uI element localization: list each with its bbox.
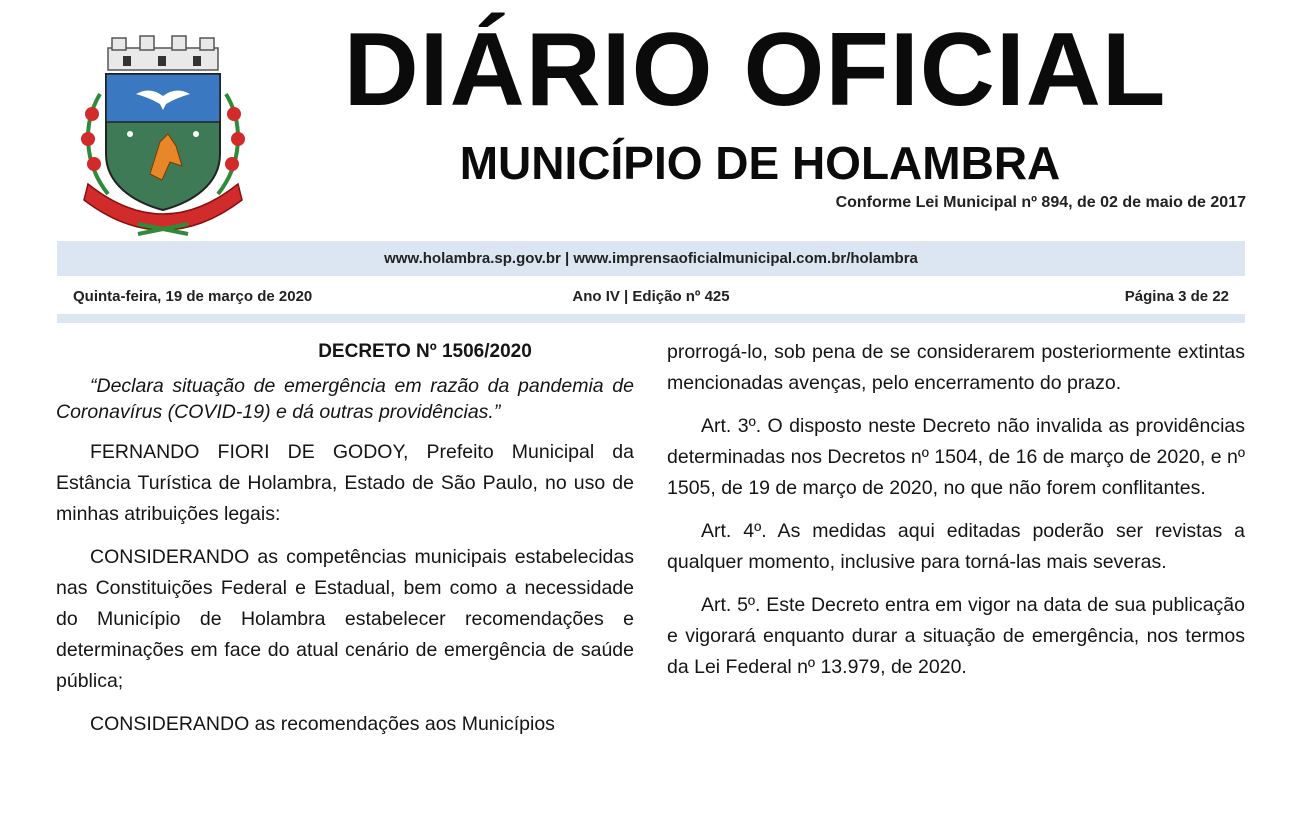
body-paragraph: Art. 5º. Este Decreto entra em vigor na data de sua publicação e vigorará enquanto durar a situação de emergência, nos termos da Lei Federal nº 13.979, de 2020. — [667, 594, 1245, 678]
website-bar: www.holambra.sp.gov.br | www.imprensaoficialmunicipal.com.br/holambra — [57, 241, 1245, 276]
issue-info-bar — [57, 283, 1245, 311]
masthead-legal-note: Conforme Lei Municipal nº 894, de 02 de maio de 2017 — [835, 194, 1246, 211]
municipal-coat-of-arms-icon — [78, 34, 248, 238]
masthead-subtitle: MUNICÍPIO DE HOLAMBRA — [459, 137, 1061, 189]
decree-summary: “Declara situação de emergência em razão da pandemia de Coronavírus (COVID-19) e dá outras providências.” — [56, 375, 634, 423]
decree-title: DECRETO Nº 1506/2020 — [318, 341, 532, 362]
masthead-title: DIÁRIO OFICIAL — [343, 12, 1167, 128]
issue-edition: Ano IV | Edição nº 425 — [572, 288, 730, 305]
issue-date: Quinta-feira, 19 de março de 2020 — [73, 288, 313, 305]
header-divider — [57, 314, 1245, 323]
page-number: Página 3 de 22 — [1124, 288, 1229, 305]
body-paragraph: CONSIDERANDO as competências municipais estabelecidas nas Constituições Federal e Estadual, bem como a necessidade do Município de Holambra estabelecer recomendações e determinações em face do atual cenário de emergência de saúde pública; — [56, 546, 634, 692]
body-paragraph: FERNANDO FIORI DE GODOY, Prefeito Municipal da Estância Turística de Holambra, Estado de São Paulo, no uso de minhas atribuições legais: — [56, 441, 634, 525]
body-paragraph: CONSIDERANDO as recomendações aos Municípios — [90, 713, 555, 735]
body-paragraph: Art. 3º. O disposto neste Decreto não invalida as providências determinadas nos Decretos nº 1504, de 16 de março de 2020, e nº 1505, de 19 de março de 2020, no que não forem conflitantes. — [667, 415, 1245, 499]
left-column — [56, 337, 634, 752]
continued-paragraph: prorrogá-lo, sob pena de se considerarem posteriormente extintas mencionadas avenças, pelo encerramento do prazo. — [667, 341, 1245, 394]
body-paragraph: Art. 4º. As medidas aqui editadas poderão ser revistas a qualquer momento, inclusive para torná-las mais severas. — [667, 520, 1245, 573]
right-column — [667, 337, 1245, 695]
